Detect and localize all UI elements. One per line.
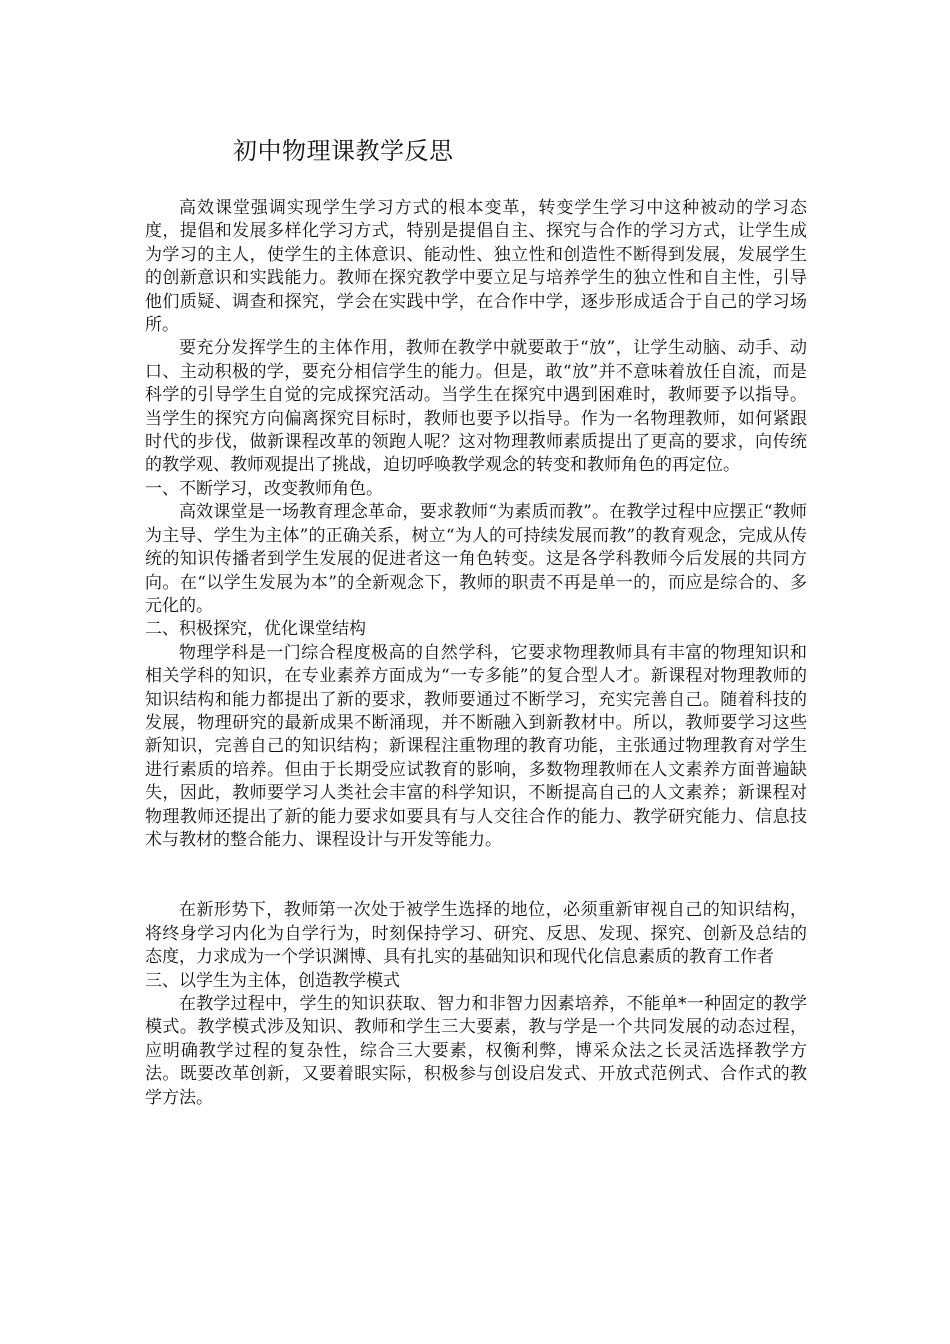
paragraph-2: 要充分发挥学生的主体作用，教师在教学中就要敢于“放”，让学生动脑、动手、动口、主动积极的学，要充分相信学生的能力。但是，敢“放”并不意味着放任自流，而是科学的引导学生自觉的完成探究活动。当学生在探究中遇到困难时，教师要予以指导。当学生的探究方向偏离探究目标时，教师也要予以指导。作为一名物理教师，如何紧跟时代的步伐，做新课程改革的领跑人呢？这对物理教师素质提出了更高的要求，向传统的教学观、教师观提出了挑战，迫切呼唤教学观念的转变和教师角色的再定位。 [145, 338, 807, 476]
section-heading-3: 三、以学生为主体，创造教学模式 [145, 970, 400, 991]
section-heading-2: 二、积极探究，优化课堂结构 [145, 619, 366, 640]
paragraph-4: 物理学科是一门综合程度极高的自然学科，它要求物理教师具有丰富的物理知识和相关学科的知识，在专业素养方面成为“一专多能”的复合型人才。新课程对物理教师的知识结构和能力都提出了新的要求，教师要通过不断学习，充实完善自己。随着科技的发展，物理研究的最新成果不断涌现，并不断融入到新教材中。所以，教师要学习这些新知识，完善自己的知识结构；新课程注重物理的教育功能，主张通过物理教育对学生进行素质的培养。但由于长期受应试教育的影响，多数物理教师在人文素养方面普遍缺失，因此，教师要学习人类社会丰富的科学知识，不断提高自己的人文素养；新课程对物理教师还提出了新的能力要求如要具有与人交往合作的能力、教学研究能力、信息技术与教材的整合能力、课程设计与开发等能力。 [145, 642, 807, 850]
paragraph-6: 在教学过程中，学生的知识获取、智力和非智力因素培养，不能单*一种固定的教学模式。教学模式涉及知识、教师和学生三大要素，教与学是一个共同发展的动态过程，应明确教学过程的复杂性，综合三大要素，权衡利弊，博采众法之长灵活选择教学方法。既要改革创新，又要着眼实际，积极参与创设启发式、开放式范例式、合作式的教学方法。 [145, 994, 807, 1108]
paragraph-3: 高效课堂是一场教育理念革命，要求教师“为素质而教”。在教学过程中应摆正“教师为主导、学生为主体”的正确关系，树立“为人的可持续发展而教”的教育观念，完成从传统的知识传播者到学生发展的促进者这一角色转变。这是各学科教师今后发展的共同方向。在“以学生发展为本”的全新观念下，教师的职责不再是单一的，而应是综合的、多元化的。 [145, 502, 807, 616]
blank-line [145, 852, 807, 899]
document-page [145, 0, 807, 1344]
section-heading-1: 一、不断学习，改变教师角色。 [145, 478, 383, 499]
document-body [145, 197, 807, 1110]
paragraph-5: 在新形势下，教师第一次处于被学生选择的地位，必须重新审视自己的知识结构，将终身学习内化为自学行为，时刻保持学习、研究、反思、发现、探究、创新及总结的态度，力求成为一个学识渊博、具有扎实的基础知识和现代化信息素质的教育工作者 [145, 900, 807, 968]
paragraph-1: 高效课堂强调实现学生学习方式的根本变革，转变学生学习中这种被动的学习态度，提倡和发展多样化学习方式，特别是提倡自主、探究与合作的学习方式，让学生成为学习的主人，使学生的主体意识、能动性、独立性和创造性不断得到发展，发展学生的创新意识和实践能力。教师在探究教学中要立足与培养学生的独立性和自主性，引导他们质疑、调查和探究，学会在实践中学，在合作中学，逐步形成适合于自己的学习场所。 [145, 198, 807, 336]
document-title: 初中物理课教学反思 [233, 137, 454, 165]
